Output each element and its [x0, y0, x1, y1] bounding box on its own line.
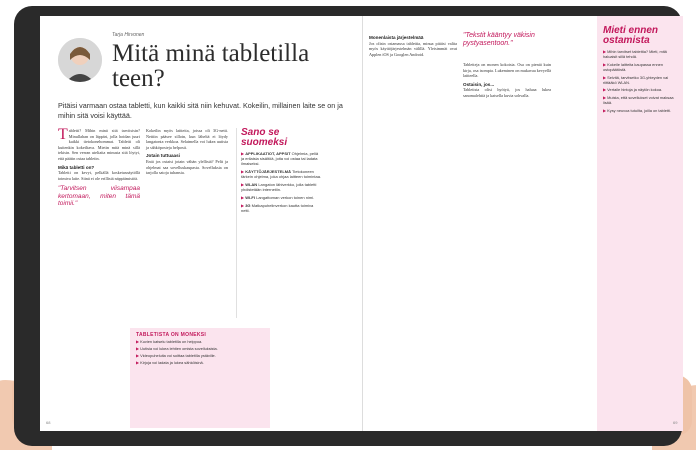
arrow-icon: ▶	[241, 151, 245, 156]
arrow-icon: ▶	[136, 339, 140, 344]
tablet-device	[14, 6, 682, 446]
right-column-2-subhead: Ostaisin, jos...	[463, 81, 495, 87]
arrow-icon: ▶	[136, 359, 140, 365]
right-column-1-text: Jos olisin ostamassa tablettia, minua pitäisi valita myös käyttöjärjestelmän välillä. Yleisimmät ovat Applen iOS ja Googlen Android.	[369, 40, 457, 57]
headline: Mitä minä tabletilla teen?	[112, 40, 310, 92]
arrow-icon: ▶	[241, 203, 245, 208]
buying-tip: ▶ Kokeile laitteita kaupassa ennen ostopäätöstä.	[603, 61, 663, 72]
buying-tip: ▶ Vertaile hintoja ja näytön kokoa.	[603, 87, 663, 93]
column-2-subhead: Jotain tuttuaasi	[146, 153, 180, 159]
arrow-icon: ▶	[603, 95, 607, 101]
dropcap: T	[58, 126, 68, 143]
arrow-icon: ▶	[603, 87, 607, 93]
byline: Tarja Hirvonen	[112, 32, 145, 38]
column-2-text-2: Entä jos ostaisi jotain vähän ylellistä? Pelit ja ohjelmat saa sovelluskaupasta. Sovelluksia on tarjolla satoja tuhansia.	[146, 158, 228, 176]
glossary-sidebar	[236, 128, 322, 318]
page-number-right: 69	[673, 420, 678, 425]
column-1-text-2: Tabletti on kevyt, pelkällä kosketusnäytöllä toimiva laite. Siinä ei ole erillistä näppäimistöä.	[58, 170, 140, 181]
arrow-icon: ▶	[241, 195, 245, 200]
glossary-title: Sano se suomeksi	[241, 127, 288, 148]
buying-tip: ▶ Muista, että sovellukset voivat maksaa lisää.	[603, 95, 674, 106]
column-1-subhead: Mikä tabletti on?	[58, 164, 95, 170]
buying-tip: ▶ Selvitä, tarvitsetko 3G-yhteyden vai riittääkö WLAN.	[603, 74, 669, 85]
arrow-icon: ▶	[241, 182, 245, 187]
pull-quote-right: "Tekstit kääntyy väkisin pystyasentoon."	[463, 32, 535, 47]
uses-item: ▶ Videopuheluita voi soittaa tabletilla ystäville.	[136, 352, 216, 358]
glossary-item: ▶ APPLIKAATIOT, APPSIT Ohjelmia, peliä ja erilaisia sisältöä, joita voi ostaa tai ladata ilmaiseksi.	[241, 151, 319, 166]
author-portrait	[58, 38, 102, 82]
arrow-icon: ▶	[241, 169, 245, 174]
arrow-icon: ▶	[136, 345, 140, 351]
right-column-2-text-2: Tabletista olisi hyötyä, jos haluaa lukea sanomalehtiä ja katsella kuvia sohvalla.	[463, 87, 551, 98]
uses-item: ▶ Kirjoja voi ladata ja lukea sähköisinä.	[136, 359, 204, 365]
column-2-text: Kokeilin myös laitteita, joissa oli 3G-netti. Nettiin pääsee silloin, kun läheltä ei löydy langatonta verkkoa. Selaimella voi lukea uutisia ja sähköposteja helposti.	[146, 128, 228, 150]
uses-box-title: TABLETISTA ON MONEKSI	[136, 332, 207, 338]
buying-tips-title: Mieti ennen ostamista	[603, 25, 659, 46]
pull-quote-left: "Tarvitsen viisampaa kertomaan, miten tämä toimii."	[58, 185, 140, 207]
glossary-item: ▶ WI-FI Langattoman verkon toinen nimi.	[241, 195, 315, 200]
article-column-1	[58, 128, 140, 211]
right-column-2-text: Tabletteja on monen kokoisia. Osa on pieniä kuin kirja, osa isompia. Lukeminen on mukavaa kevyellä laitteella.	[463, 62, 551, 79]
buying-tip: ▶ Kysy neuvoa tutuilta, joilla on tabletti.	[603, 108, 671, 114]
arrow-icon: ▶	[603, 61, 607, 67]
uses-item: ▶ Uutisia voi lukea lehtien omista sovelluksista.	[136, 345, 218, 351]
right-page	[362, 16, 683, 431]
arrow-icon: ▶	[603, 49, 607, 54]
glossary-item: ▶ 3G Matkapuhelinverkon kautta toimiva netti.	[241, 203, 314, 213]
glossary-item: ▶ WLAN Langaton lähiverkko, jolla tabletti yhdistetään internetiin.	[241, 182, 317, 192]
tablet-screen[interactable]	[40, 16, 683, 431]
uses-item: ▶ Kuvien katselu tabletilla on helppoa.	[136, 339, 203, 344]
buying-tips-box	[597, 16, 683, 431]
arrow-icon: ▶	[603, 74, 607, 80]
buying-tip: ▶ Mihin tarvitset tablettia? Mieti, mitä haluaisit sillä tehdä.	[603, 49, 667, 59]
right-column-1	[369, 32, 457, 57]
column-1-text: abletti? Mihin minä sitä tarvitsisin? Minullahan on läppäri, jolla hoidan juuri kaikki tietokonehommat. Tabletti oli kuitenkin kokeiltava. Mietin mitä minä sillä tekisin. Sen verran uteliaita minusta sitä löytyi, että päätin ostaa tabletin.	[58, 128, 140, 161]
article-column-2	[146, 128, 228, 176]
lead-paragraph: Pitäisi varmaan ostaa tabletti, kun kaikki sitä niin kehuvat. Kokeilin, millainen laite se on ja mihin sitä voisi käyttää.	[58, 101, 343, 120]
right-column-1-subhead: Monenlaista järjestelmää	[369, 35, 424, 40]
page-number-left: 68	[46, 420, 51, 425]
uses-box	[130, 328, 270, 428]
arrow-icon: ▶	[603, 108, 607, 114]
arrow-icon: ▶	[136, 352, 140, 358]
right-column-2	[463, 62, 551, 99]
glossary-item: ▶ KÄYTTÖJÄRJESTELMÄ Tietokoneen tärkein ohjelma, joka ohjaa laitteen toimintaa.	[241, 169, 322, 179]
